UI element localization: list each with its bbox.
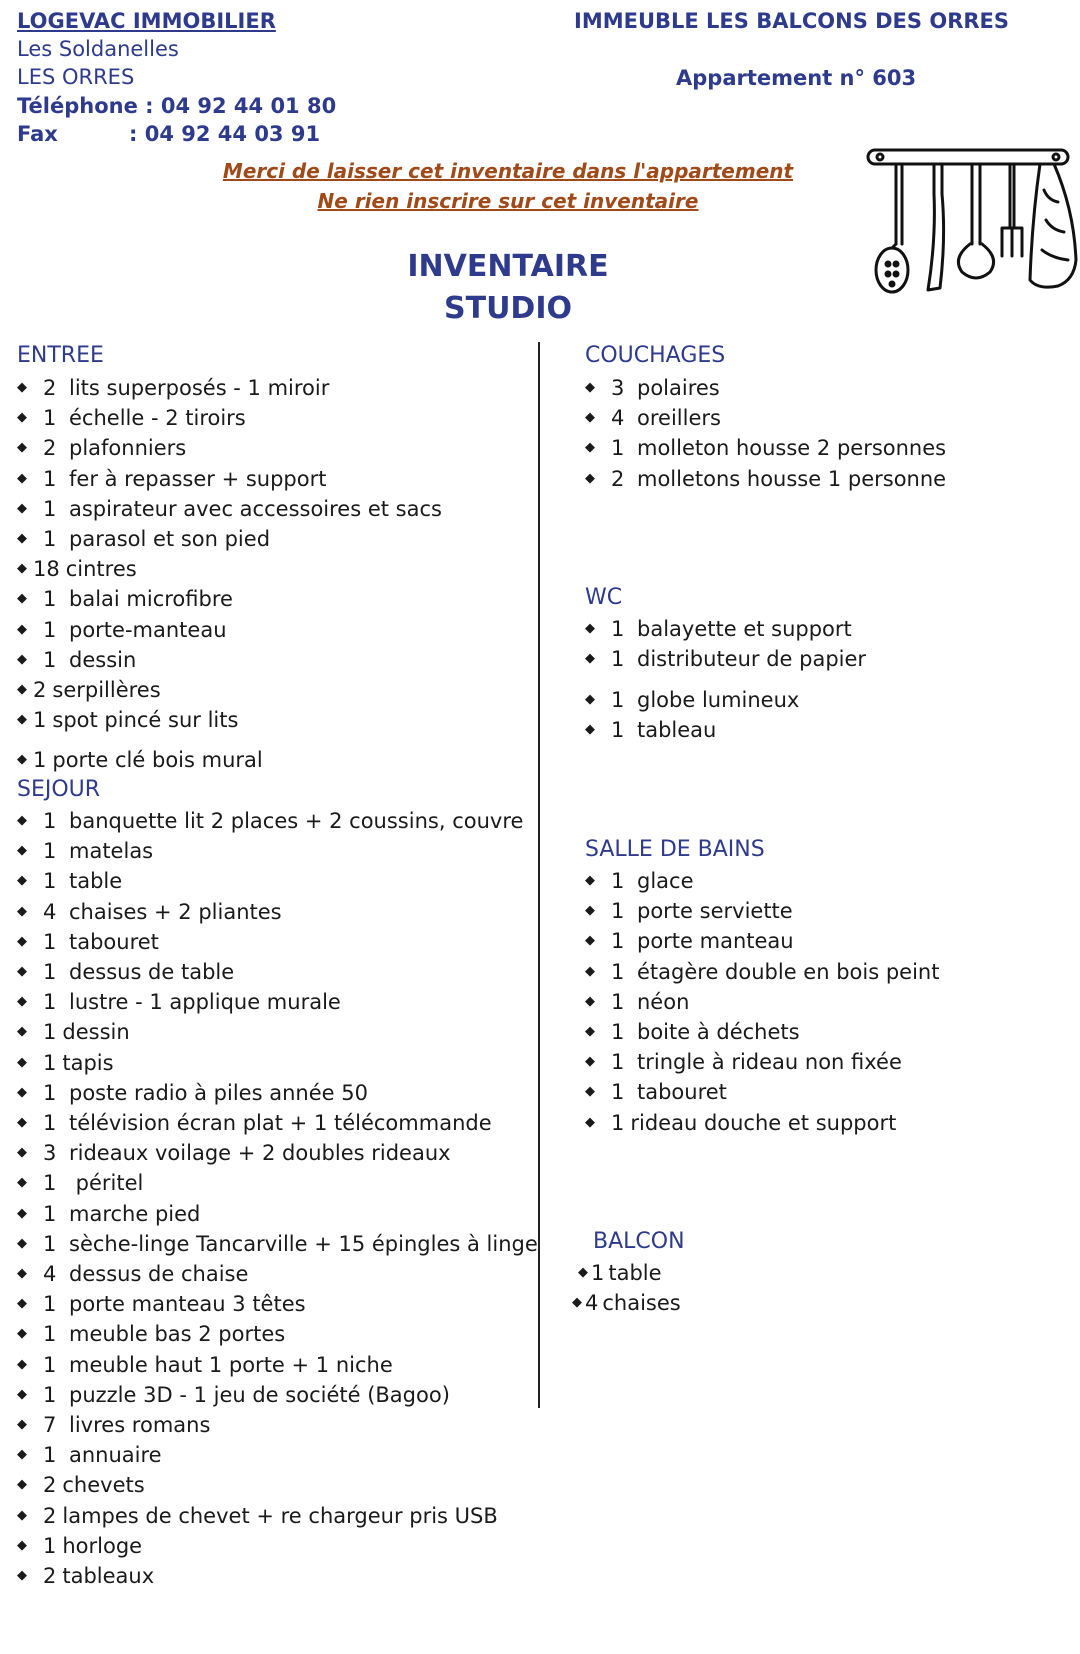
diamond-bullet-icon: ◆ (17, 1477, 27, 1493)
section-title-wc: WC (585, 585, 623, 610)
diamond-bullet-icon: ◆ (17, 1115, 27, 1131)
building-name: IMMEUBLE LES BALCONS DES ORRES (574, 9, 1010, 33)
list-item: ◆ 1 tableau (585, 715, 799, 745)
diamond-bullet-icon: ◆ (17, 1326, 27, 1342)
column-divider (538, 342, 540, 1408)
list-item: ◆ 2 lits superposés - 1 miroir (17, 373, 442, 403)
diamond-bullet-icon: ◆ (585, 380, 595, 395)
section-title-salle-de-bains: SALLE DE BAINS (585, 837, 765, 862)
list-item: ◆ 1 péritel (17, 1168, 538, 1198)
diamond-bullet-icon: ◆ (572, 1295, 582, 1311)
list-item: ◆ 1 lustre - 1 applique murale (17, 987, 538, 1017)
sejour-list (17, 806, 538, 1591)
wc-list (585, 614, 866, 674)
list-item: ◆ 1 distributeur de papier (585, 644, 866, 674)
phone-line (17, 91, 336, 121)
diamond-bullet-icon: ◆ (17, 561, 27, 577)
diamond-bullet-icon: ◆ (17, 1235, 27, 1251)
diamond-bullet-icon: ◆ (17, 1296, 27, 1312)
page-title: INVENTAIRE (407, 249, 609, 284)
diamond-bullet-icon: ◆ (17, 1266, 27, 1282)
diamond-bullet-icon: ◆ (17, 1145, 27, 1161)
diamond-bullet-icon: ◆ (17, 1084, 27, 1100)
list-item: ◆ 1 horloge (17, 1531, 538, 1561)
list-item: ◆ 4 oreillers (585, 403, 946, 433)
list-item: ◆ 1 porte serviette (585, 896, 939, 926)
diamond-bullet-icon: ◆ (17, 712, 27, 728)
list-item: ◆ 1 dessin (17, 1017, 538, 1047)
diamond-bullet-icon: ◆ (585, 993, 595, 1009)
diamond-bullet-icon: ◆ (585, 692, 595, 707)
wc-list-2 (585, 685, 799, 745)
list-item: ◆ 4 dessus de chaise (17, 1259, 538, 1289)
diamond-bullet-icon: ◆ (585, 410, 595, 426)
list-item: ◆ 1 porte-manteau (17, 615, 442, 645)
list-item: ◆ 1 parasol et son pied (17, 524, 442, 554)
list-item: ◆ 1 boite à déchets (585, 1017, 939, 1047)
list-item: ◆ 1 balayette et support (585, 614, 866, 644)
list-item: ◆ 2 tableaux (17, 1561, 538, 1591)
section-title-sejour: SEJOUR (17, 777, 101, 802)
diamond-bullet-icon: ◆ (17, 1417, 27, 1433)
phone-label: Téléphone : (17, 94, 154, 118)
entree-list (17, 373, 442, 735)
list-item: ◆ 1 table (17, 866, 538, 896)
section-title-couchages: COUCHAGES (585, 343, 726, 368)
address-line-1: Les Soldanelles (17, 37, 179, 61)
diamond-bullet-icon: ◆ (17, 651, 27, 667)
diamond-bullet-icon: ◆ (17, 752, 27, 767)
diamond-bullet-icon: ◆ (585, 873, 595, 888)
diamond-bullet-icon: ◆ (17, 410, 27, 426)
list-item: ◆ 2 serpillères (17, 675, 442, 705)
list-item: ◆ 1 fer à repasser + support (17, 464, 442, 494)
fax-label: Fax (17, 122, 58, 146)
list-item: ◆ 1 puzzle 3D - 1 jeu de société (Bagoo) (17, 1380, 538, 1410)
list-item: ◆ 3 rideaux voilage + 2 doubles rideaux (17, 1138, 538, 1168)
list-item: ◆ 1 échelle - 2 tiroirs (17, 403, 442, 433)
diamond-bullet-icon: ◆ (17, 1054, 27, 1070)
diamond-bullet-icon: ◆ (585, 440, 595, 456)
notice-leave-inventory: Merci de laisser cet inventaire dans l'appartement (222, 159, 794, 183)
company-name: LOGEVAC IMMOBILIER (17, 9, 276, 33)
list-item: ◆ 1 banquette lit 2 places + 2 coussins, couvre (17, 806, 538, 836)
list-item: ◆ 1 tabouret (585, 1077, 939, 1107)
list-item: ◆ 1 table (578, 1258, 681, 1288)
list-item: ◆ 1 meuble haut 1 porte + 1 niche (17, 1350, 538, 1380)
diamond-bullet-icon: ◆ (17, 1205, 27, 1221)
diamond-bullet-icon: ◆ (17, 591, 27, 607)
list-item: ◆ 1 porte manteau 3 têtes (17, 1289, 538, 1319)
diamond-bullet-icon: ◆ (17, 621, 27, 637)
diamond-bullet-icon: ◆ (17, 843, 27, 859)
list-item: ◆ 1 annuaire (17, 1440, 538, 1470)
diamond-bullet-icon: ◆ (17, 1568, 27, 1584)
diamond-bullet-icon: ◆ (585, 963, 595, 979)
list-item: ◆ 4 chaises (572, 1288, 681, 1318)
section-title-balcon: BALCON (593, 1229, 685, 1254)
entree-extra-list (17, 745, 263, 775)
phone-number: 04 92 44 01 80 (160, 94, 337, 118)
notice-do-not-write: Ne rien inscrire sur cet inventaire (317, 189, 699, 213)
diamond-bullet-icon: ◆ (17, 873, 27, 889)
diamond-bullet-icon: ◆ (585, 933, 595, 949)
page-subtitle: STUDIO (444, 291, 572, 326)
diamond-bullet-icon: ◆ (17, 380, 27, 395)
diamond-bullet-icon: ◆ (17, 1537, 27, 1553)
balcon-list (572, 1258, 681, 1318)
diamond-bullet-icon: ◆ (17, 440, 27, 456)
diamond-bullet-icon: ◆ (585, 651, 595, 667)
list-item: ◆ 1 tapis (17, 1048, 538, 1078)
diamond-bullet-icon: ◆ (585, 1024, 595, 1040)
diamond-bullet-icon: ◆ (17, 1024, 27, 1040)
diamond-bullet-icon: ◆ (578, 1265, 588, 1280)
list-item: ◆ 1 tringle à rideau non fixée (585, 1047, 939, 1077)
diamond-bullet-icon: ◆ (17, 682, 27, 698)
diamond-bullet-icon: ◆ (585, 1084, 595, 1100)
fax-line (17, 119, 320, 149)
fax-number: 04 92 44 03 91 (144, 122, 321, 146)
diamond-bullet-icon: ◆ (17, 1175, 27, 1191)
list-item: ◆ 1 molleton housse 2 personnes (585, 433, 946, 463)
fax-separator: : (129, 122, 138, 146)
diamond-bullet-icon: ◆ (17, 994, 27, 1010)
list-item: ◆ 2 lampes de chevet + re chargeur pris USB (17, 1501, 538, 1531)
list-item: ◆ 1 glace (585, 866, 939, 896)
diamond-bullet-icon: ◆ (585, 621, 595, 636)
diamond-bullet-icon: ◆ (17, 964, 27, 980)
salle-de-bains-list (585, 866, 939, 1138)
list-item: ◆ 1 télévision écran plat + 1 télécommande (17, 1108, 538, 1138)
diamond-bullet-icon: ◆ (585, 1054, 595, 1070)
list-item: ◆ 2 chevets (17, 1470, 538, 1500)
list-item: ◆ 18 cintres (17, 554, 442, 584)
list-item: ◆ 1 spot pincé sur lits (17, 705, 442, 735)
diamond-bullet-icon: ◆ (17, 813, 27, 828)
diamond-bullet-icon: ◆ (17, 1447, 27, 1463)
list-item: ◆ 7 livres romans (17, 1410, 538, 1440)
diamond-bullet-icon: ◆ (585, 722, 595, 738)
address-line-2: LES ORRES (17, 65, 135, 89)
list-item: ◆ 1 étagère double en bois peint (585, 957, 939, 987)
list-item: ◆ 1 aspirateur avec accessoires et sacs (17, 494, 442, 524)
apartment-number: Appartement n° 603 (676, 66, 917, 90)
list-item: ◆ 1 néon (585, 987, 939, 1017)
list-item: ◆ 1 marche pied (17, 1199, 538, 1229)
list-item: ◆ 1 porte manteau (585, 926, 939, 956)
diamond-bullet-icon: ◆ (17, 1386, 27, 1402)
list-item: ◆ 1 sèche-linge Tancarville + 15 épingles à linge (17, 1229, 538, 1259)
list-item: ◆ 2 molletons housse 1 personne (585, 464, 946, 494)
list-item: ◆ 1 tabouret (17, 927, 538, 957)
list-item: ◆ 1 matelas (17, 836, 538, 866)
list-item: ◆ 1 rideau douche et support (585, 1108, 939, 1138)
section-title-entree: ENTREE (17, 343, 104, 368)
list-item: ◆ 3 polaires (585, 373, 946, 403)
couchages-list (585, 373, 946, 494)
list-item: ◆ 1 poste radio à piles année 50 (17, 1078, 538, 1108)
diamond-bullet-icon: ◆ (17, 500, 27, 516)
list-item: ◆ 1 globe lumineux (585, 685, 799, 715)
list-item: ◆ 1 dessin (17, 645, 442, 675)
diamond-bullet-icon: ◆ (585, 470, 595, 486)
diamond-bullet-icon: ◆ (585, 903, 595, 919)
diamond-bullet-icon: ◆ (17, 470, 27, 486)
list-item: ◆ 1 meuble bas 2 portes (17, 1319, 538, 1349)
list-item: ◆ 1 balai microfibre (17, 584, 442, 614)
diamond-bullet-icon: ◆ (17, 1356, 27, 1372)
diamond-bullet-icon: ◆ (17, 903, 27, 919)
list-item: ◆ 4 chaises + 2 pliantes (17, 897, 538, 927)
list-item: ◆ 1 porte clé bois mural (17, 745, 263, 775)
list-item: ◆ 2 plafonniers (17, 433, 442, 463)
diamond-bullet-icon: ◆ (585, 1114, 595, 1130)
diamond-bullet-icon: ◆ (17, 531, 27, 547)
list-item: ◆ 1 dessus de table (17, 957, 538, 987)
diamond-bullet-icon: ◆ (17, 933, 27, 949)
diamond-bullet-icon: ◆ (17, 1507, 27, 1523)
